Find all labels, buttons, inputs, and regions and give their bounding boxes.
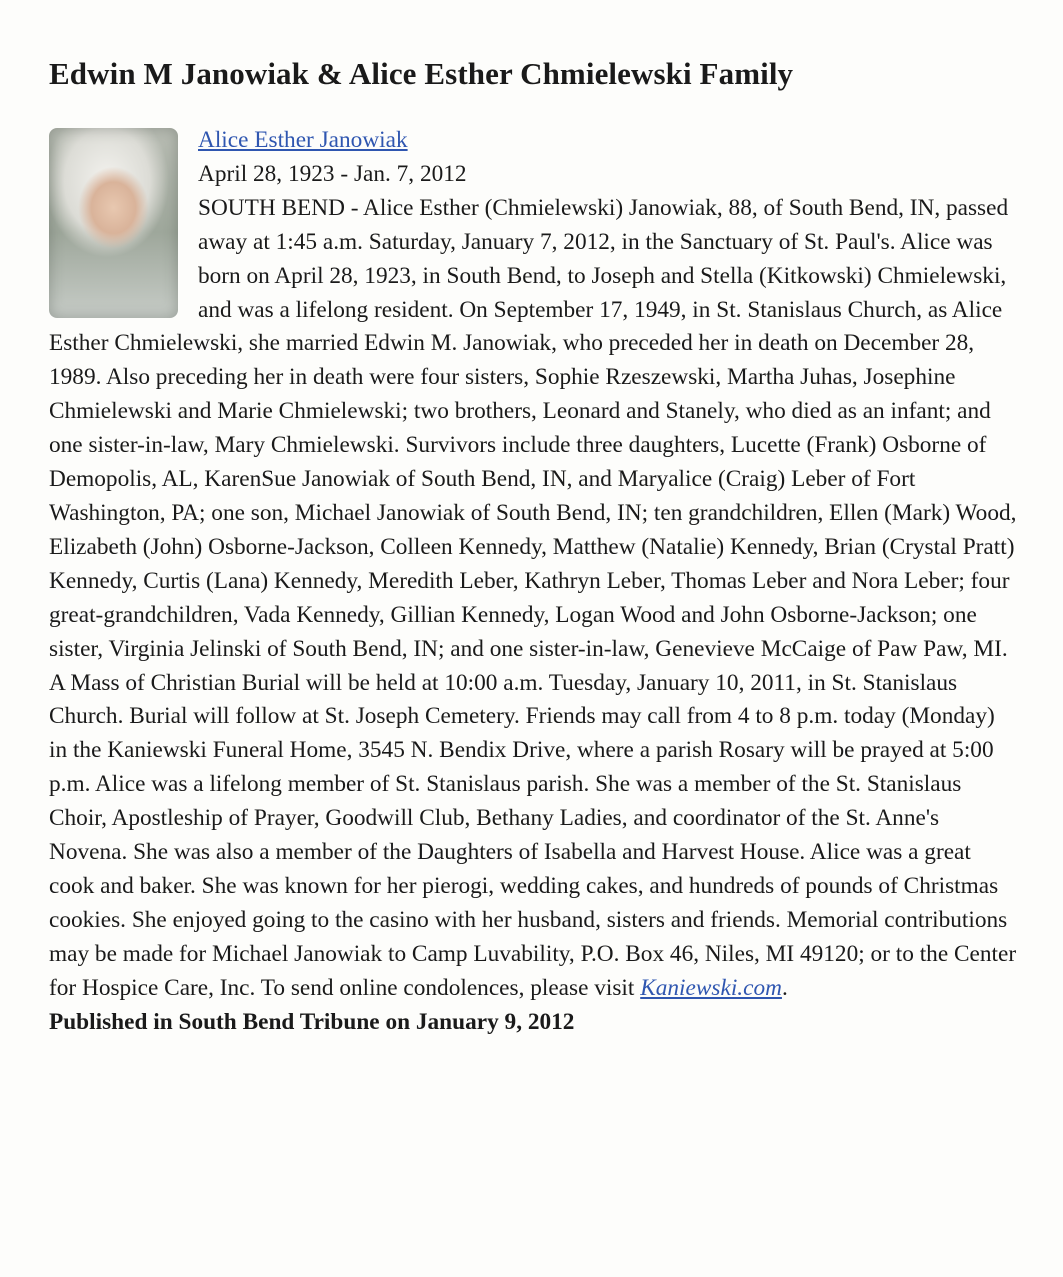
condolence-line [261,975,788,1001]
life-dates: April 28, 1923 - Jan. 7, 2012 [198,160,467,187]
published-line: Published in South Bend Tribune on January 9, 2012 [49,1008,575,1035]
portrait-photo [49,128,178,318]
condolence-prefix: To send online condolences, please visit [260,974,641,1001]
page-title: Edwin M Janowiak & Alice Esther Chmielewski Family [49,56,794,91]
condolence-link[interactable]: Kaniewski.com [640,974,782,1001]
obituary-text: SOUTH BEND - Alice Esther (Chmielewski) Janowiak, 88, of South Bend, IN, passed away at 1:45 a.m. Saturday, January 7, 2012, in the Sanctuary of St. Paul's. Alice was born on April 28, 1923, in South Bend, to Joseph and Stella (Kitkowski) Chmielewski, and was a lifelong resident. On September 17, 1949, in St. Stanislaus Church, as Alice Esther Chmielewski, she married Edwin M. Janowiak, who preceded her in death on December 28, 1989. Also preceding her in death were four sisters, Sophie Rzeszewski, Martha Juhas, Josephine Chmielewski and Marie Chmielewski; two brothers, Leonard and Stanely, who died as an infant; and one sister-in-law, Mary Chmielewski. Survivors include three daughters, Lucette (Frank) Osborne of Demopolis, AL, KarenSue Janowiak of South Bend, IN, and Maryalice (Craig) Leber of Fort Washington, PA; one son, Michael Janowiak of South Bend, IN; ten grandchildren, Ellen (Mark) Wood, Elizabeth (John) Osborne-Jackson, Colleen Kennedy, Matthew (Natalie) Kennedy, Brian (Crystal Pratt) Kennedy, Curtis (Lana) Kennedy, Meredith Leber, Kathryn Leber, Thomas Leber and Nora Leber; four great-grandchildren, Vada Kennedy, Gillian Kennedy, Logan Wood and John Osborne-Jackson; one sister, Virginia Jelinski of South Bend, IN; and one sister-in-law, Genevieve McCaige of Paw Paw, MI. A Mass of Christian Burial will be held at 10:00 a.m. Tuesday, January 10, 2011, in St. Stanislaus Church. Burial will follow at St. Joseph Cemetery. Friends may call from 4 to 8 p.m. today (Monday) in the Kaniewski Funeral Home, 3545 N. Bendix Drive, where a parish Rosary will be prayed at 5:00 p.m. Alice was a lifelong member of St. Stanislaus parish. She was a member of the St. Stanislaus Choir, Apostleship of Prayer, Goodwill Club, Bethany Ladies, and coordinator of the St. Anne's Novena. She was also a member of the Daughters of Isabella and Harvest House. Alice was a great cook and baker. She was known for her pierogi, wedding cakes, and hundreds of pounds of Christmas cookies. She enjoyed going to the casino with her husband, sisters and friends. Memorial contributions may be made for Michael Janowiak to Camp Luvability, P.O. Box 46, Niles, MI 49120; or to the Center for Hospice Care, Inc. [49,194,1017,1001]
document-page [49,52,1017,1039]
condolence-suffix: . [781,974,788,1001]
obituary-body [49,124,1017,1039]
name-link[interactable]: Alice Esther Janowiak [198,127,408,153]
